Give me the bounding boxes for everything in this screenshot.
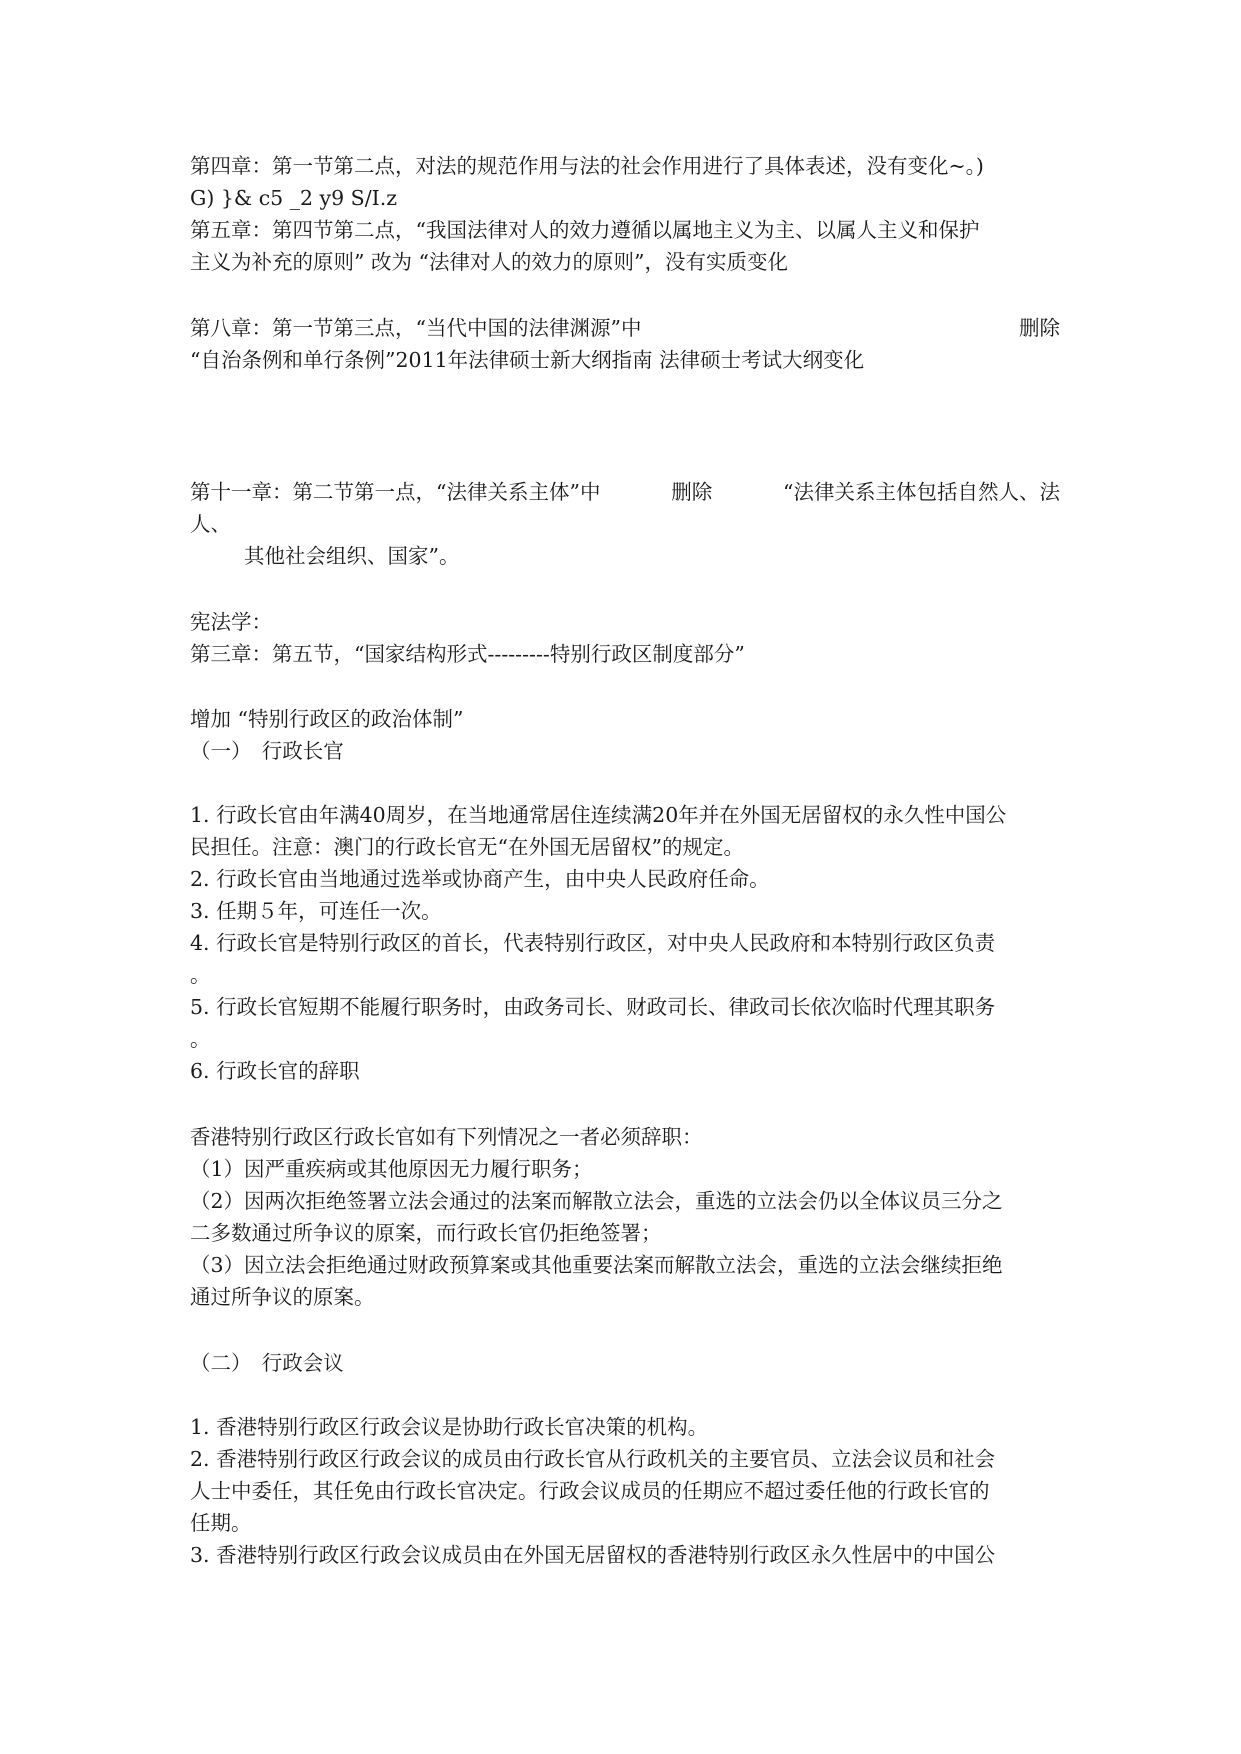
subsection-heading: （二） 行政会议: [190, 1351, 344, 1375]
list-item: （1）因严重疾病或其他原因无力履行职务；: [190, 1157, 593, 1181]
list-item: 2. 行政长官由当地通过选举或协商产生，由中央人民政府任命。: [190, 867, 770, 891]
text-line: 民担任。注意：澳门的行政长官无“在外国无居留权”的规定。: [190, 835, 744, 859]
text-line: “自治条例和单行条例”2011年法律硕士新大纲指南 法律硕士考试大纲变化: [190, 348, 865, 372]
text-fragment: 删除: [671, 480, 713, 504]
text-fragment: “法律关系主体包括自然人、法: [783, 480, 1060, 504]
text-fragment: 第十一章：第二节第一点，“法律关系主体”中: [190, 480, 601, 504]
text-line: G) }& c5 _2 y9 S/I.z: [190, 186, 398, 210]
subsection-heading: （一） 行政长官: [190, 739, 344, 763]
list-item: 1. 行政长官由年满40周岁，在当地通常居住连续满20年并在外国无居留权的永久性中国公: [190, 803, 1007, 827]
text-line: 。: [190, 963, 211, 987]
text-line: 二多数通过所争议的原案，而行政长官仍拒绝签署；: [190, 1221, 662, 1245]
list-item: 1. 香港特别行政区行政会议是协助行政长官决策的机构。: [190, 1415, 709, 1439]
text-fragment: 第八章：第一节第三点，“当代中国的法律渊源”中: [190, 316, 642, 340]
list-item: 6. 行政长官的辞职: [190, 1059, 360, 1083]
text-line: 人士中委任，其任免由行政长官决定。行政会议成员的任期应不超过委任他的行政长官的: [190, 1479, 990, 1503]
list-item: 3. 香港特别行政区行政会议成员由在外国无居留权的香港特别行政区永久性居中的中国公: [190, 1543, 996, 1567]
text-line: [190, 476, 1060, 508]
list-item: 3. 任期５年，可连任一次。: [190, 899, 442, 923]
text-line: 任期。: [190, 1511, 252, 1535]
text-line: 主义为补充的原则” 改为 “法律对人的效力的原则”，没有实质变化: [190, 250, 788, 274]
text-line: 第三章：第五节，“国家结构形式---------特别行政区制度部分”: [190, 642, 745, 666]
text-line: 。: [190, 1027, 211, 1051]
text-line: 其他社会组织、国家”。: [244, 544, 460, 568]
list-item: 4. 行政长官是特别行政区的首长，代表特别行政区，对中央人民政府和本特别行政区负责: [190, 931, 996, 955]
section-heading: 宪法学：: [190, 610, 272, 634]
list-item: （2）因两次拒绝签署立法会通过的法案而解散立法会，重选的立法会仍以全体议员三分之: [190, 1189, 1003, 1213]
text-fragment: 删除: [1019, 316, 1060, 340]
text-line: 通过所争议的原案。: [190, 1285, 375, 1309]
text-line: [190, 312, 1060, 344]
text-line: 第四章：第一节第二点，对法的规范作用与法的社会作用进行了具体表述，没有变化~。): [190, 154, 984, 178]
text-line: 第五章：第四节第二点，“我国法律对人的效力遵循以属地主义为主、以属人主义和保护: [190, 218, 980, 242]
text-line: 增加 “特别行政区的政治体制”: [190, 707, 464, 731]
list-item: 2. 香港特别行政区行政会议的成员由行政长官从行政机关的主要官员、立法会议员和社会: [190, 1447, 996, 1471]
list-item: 5. 行政长官短期不能履行职务时，由政务司长、财政司长、律政司长依次临时代理其职务: [190, 995, 996, 1019]
text-line: 人、: [190, 512, 231, 536]
list-item: （3）因立法会拒绝通过财政预算案或其他重要法案而解散立法会，重选的立法会继续拒绝: [190, 1253, 1003, 1277]
text-line: 香港特别行政区行政长官如有下列情况之一者必须辞职：: [190, 1125, 703, 1149]
